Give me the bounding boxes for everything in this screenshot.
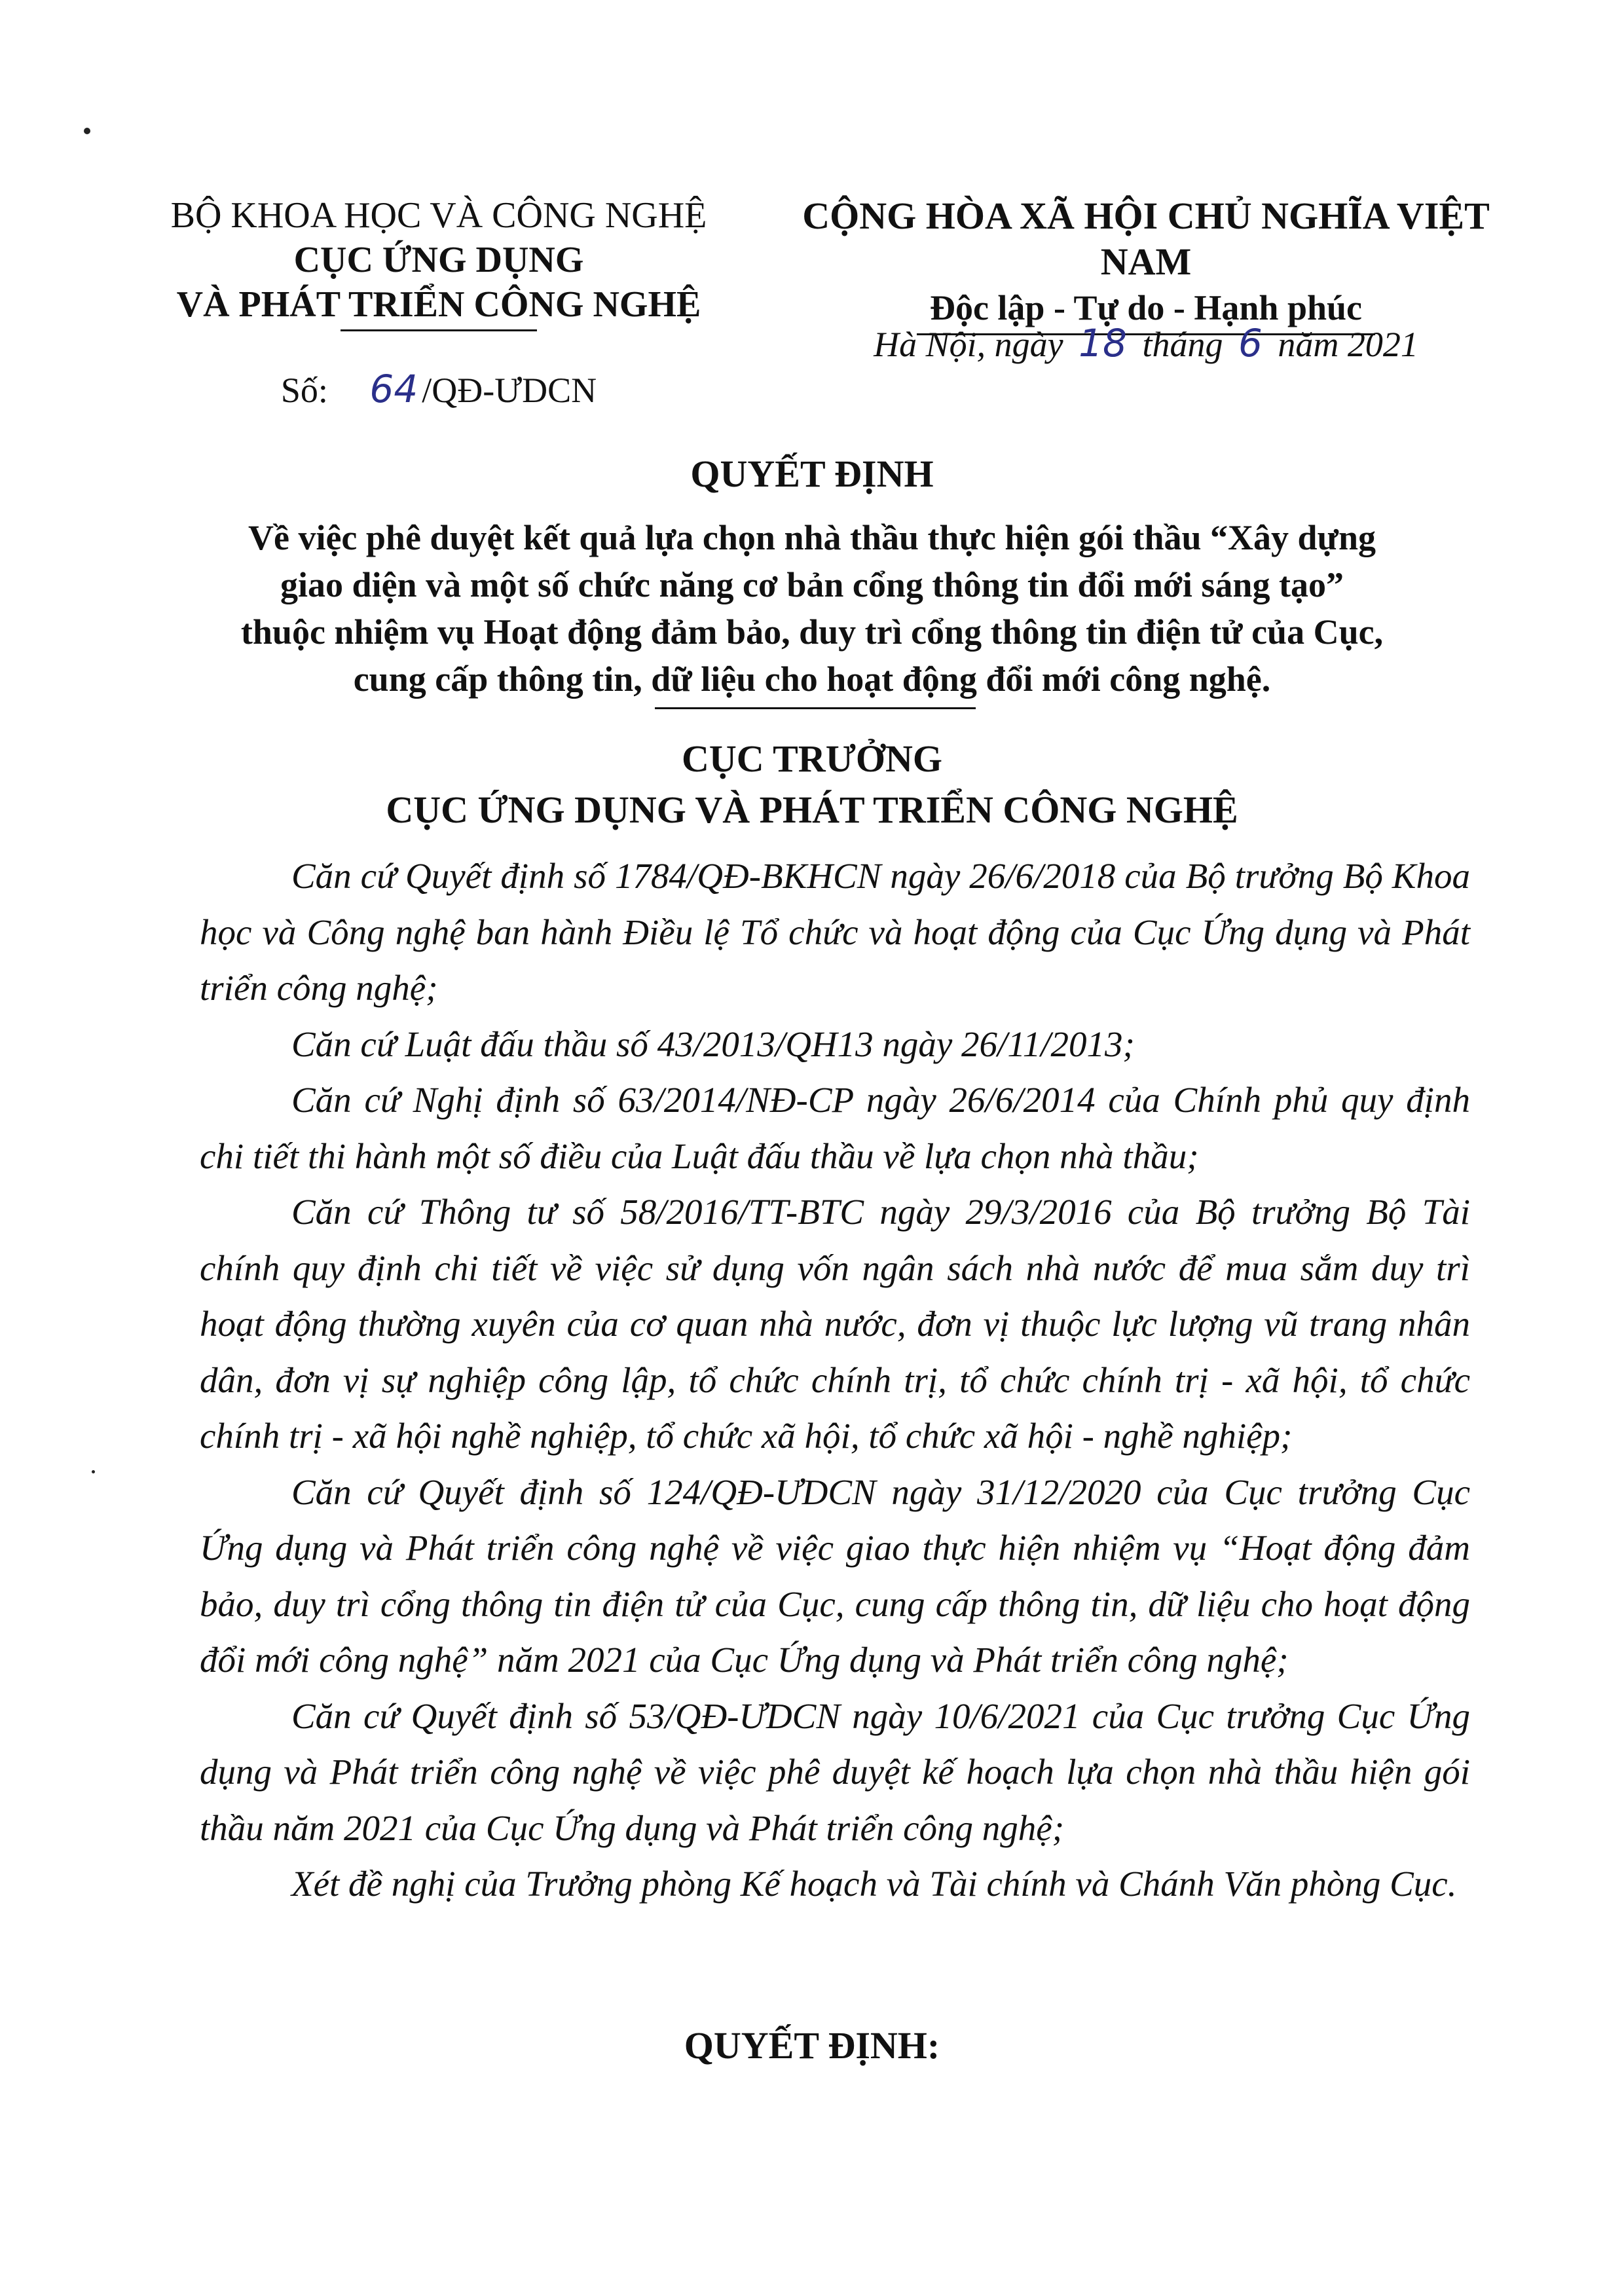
legal-basis-paragraph: Căn cứ Nghị định số 63/2014/NĐ-CP ngày 26/6/2014 của Chính phủ quy định chi tiết thi hành một số điều của Luật đấu thầu về lựa chọn nhà thầu; xyxy=(200,1080,1470,1176)
number-suffix: /QĐ-ƯDCN xyxy=(422,371,597,410)
subject-underline xyxy=(655,707,976,709)
legal-basis-paragraph: Xét đề nghị của Trưởng phòng Kế hoạch và Tài chính và Chánh Văn phòng Cục. xyxy=(291,1864,1457,1904)
legal-basis-paragraph: Căn cứ Quyết định số 1784/QĐ-BKHCN ngày 26/6/2018 của Bộ trưởng Bộ Khoa học và Công nghệ ban hành Điều lệ Tổ chức và hoạt động của Cục Ứng dụng và Phát triển công nghệ; xyxy=(200,856,1470,1008)
agency-name-line1: CỤC ỨNG DỤNG xyxy=(293,240,584,280)
date-month-handwritten: 6 xyxy=(1238,321,1263,365)
legal-basis-paragraph: Căn cứ Quyết định số 53/QĐ-ƯDCN ngày 10/6/2021 của Cục trưởng Cục Ứng dụng và Phát triển công nghệ về việc phê duyệt kế hoạch lựa chọn nhà thầu hiện gói thầu năm 2021 của Cục Ứng dụng và Phát triển công nghệ; xyxy=(200,1695,1470,1848)
document-type-title: QUYẾT ĐỊNH xyxy=(690,453,934,495)
date-line xyxy=(753,321,1539,365)
authority-agency: CỤC ỨNG DỤNG VÀ PHÁT TRIỂN CÔNG NGHỆ xyxy=(386,788,1238,831)
issuing-authority xyxy=(0,733,1624,836)
authority-title: CỤC TRƯỞNG xyxy=(682,737,942,780)
document-number xyxy=(151,367,727,411)
subject-line: thuộc nhiệm vụ Hoạt động đảm bảo, duy trì cổng thông tin điện tử của Cục, xyxy=(240,612,1384,652)
legal-basis-paragraph: Căn cứ Quyết định số 124/QĐ-ƯDCN ngày 31/12/2020 của Cục trưởng Cục Ứng dụng và Phát triển công nghệ về việc giao thực hiện nhiệm vụ “Hoạt động đảm bảo, duy trì cổng thông tin điện tử của Cục, cung cấp thông tin, dữ liệu cho hoạt động đổi mới công nghệ” năm 2021 của Cục Ứng dụng và Phát triển công nghệ; xyxy=(200,1471,1470,1680)
agency-name-line2: VÀ PHÁT TRIỂN CÔNG NGHỆ xyxy=(176,284,701,325)
legal-basis-paragraph: Căn cứ Luật đấu thầu số 43/2013/QH13 ngày 26/11/2013; xyxy=(291,1024,1135,1064)
nation-name: CỘNG HÒA XÃ HỘI CHỦ NGHĨA VIỆT NAM xyxy=(802,194,1490,283)
document-subject xyxy=(183,514,1441,703)
agency-underline xyxy=(341,329,537,331)
ministry-name: BỘ KHOA HỌC VÀ CÔNG NGHỆ xyxy=(170,195,707,236)
subject-line: Về việc phê duyệt kết quả lựa chọn nhà thầu thực hiện gói thầu “Xây dựng xyxy=(248,518,1376,557)
subject-line: giao diện và một số chức năng cơ bản cổng thông tin đổi mới sáng tạo” xyxy=(280,565,1344,604)
date-year-label: năm 2021 xyxy=(1278,325,1418,364)
date-prefix: Hà Nội, ngày xyxy=(874,325,1063,364)
national-header xyxy=(753,193,1539,335)
agency-header xyxy=(151,193,727,331)
scan-speck xyxy=(84,128,90,134)
subject-line: cung cấp thông tin, dữ liệu cho hoạt động đổi mới công nghệ. xyxy=(353,659,1271,699)
decision-heading: QUYẾT ĐỊNH: xyxy=(684,2024,940,2067)
date-day-handwritten: 18 xyxy=(1079,321,1127,365)
number-prefix: Số: xyxy=(280,371,328,410)
legal-basis-body xyxy=(200,848,1470,1912)
scan-speck xyxy=(92,1470,95,1473)
national-motto: Độc lập - Tự do - Hạnh phúc xyxy=(929,288,1363,327)
date-month-label: tháng xyxy=(1142,325,1223,364)
number-handwritten: 64 xyxy=(369,367,418,411)
legal-basis-paragraph: Căn cứ Thông tư số 58/2016/TT-BTC ngày 29/3/2016 của Bộ trưởng Bộ Tài chính quy định chi tiết về việc sử dụng vốn ngân sách nhà nước để mua sắm duy trì hoạt động thường xuyên của cơ quan nhà nước, đơn vị thuộc lực lượng vũ trang nhân dân, đơn vị sự nghiệp công lập, tổ chức chính trị, tổ chức chính trị - xã hội, tổ chức chính trị - xã hội nghề nghiệp, tổ chức xã hội, tổ chức xã hội - nghề nghiệp; xyxy=(200,1192,1470,1456)
